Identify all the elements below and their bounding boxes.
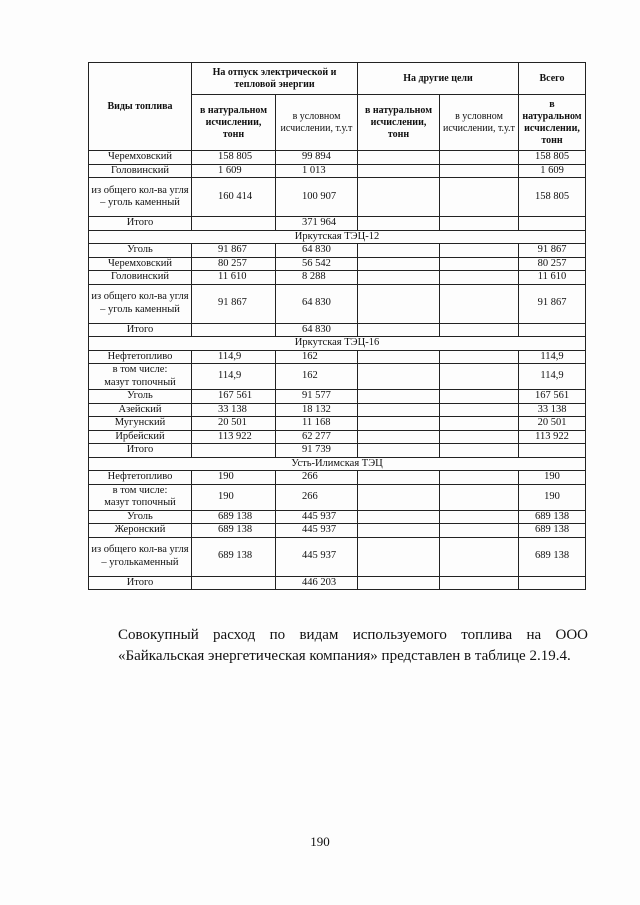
cell-total: 114,9 [519, 350, 586, 364]
summary-paragraph [118, 625, 588, 667]
cell-other-natural [358, 417, 440, 431]
header-natural-2: в натуральном исчислении, тонн [358, 95, 440, 151]
cell-total: 689 138 [519, 524, 586, 538]
cell-total: 114,9 [519, 364, 586, 390]
cell-total: 91 867 [519, 244, 586, 258]
cell-total: 91 867 [519, 284, 586, 323]
cell-other-conv [440, 178, 519, 217]
cell-name: из общего кол-ва угля – уголькаменный [89, 537, 192, 576]
cell-conventional: 445 937 [276, 524, 358, 538]
header-natural-3: в натуральном исчислении, тонн [519, 95, 586, 151]
cell-name: Нефтетопливо [89, 350, 192, 364]
cell-name: Итого [89, 444, 192, 458]
cell-other-natural [358, 390, 440, 404]
cell-name-line1: в том числе: [112, 364, 168, 375]
cell-other-natural [358, 484, 440, 510]
section-row [89, 337, 586, 351]
cell-other-natural [358, 510, 440, 524]
cell-name-line2: мазут топочный [104, 376, 176, 388]
table-row [89, 257, 586, 271]
cell-name: Черемховский [89, 257, 192, 271]
cell-other-natural [358, 323, 440, 337]
cell-conventional: 266 [276, 484, 358, 510]
page-number: 190 [310, 834, 330, 849]
cell-total: 190 [519, 471, 586, 485]
cell-total: 20 501 [519, 417, 586, 431]
cell-other-conv [440, 524, 519, 538]
table-row [89, 471, 586, 485]
cell-name [89, 484, 192, 510]
cell-conventional: 8 288 [276, 271, 358, 285]
cell-conventional: 1 013 [276, 164, 358, 178]
section-row [89, 230, 586, 244]
cell-name: Итого [89, 217, 192, 231]
cell-name-line2: мазут топочный [104, 497, 176, 508]
cell-other-natural [358, 217, 440, 231]
cell-total: 689 138 [519, 510, 586, 524]
table-row-total [89, 323, 586, 337]
cell-other-natural [358, 257, 440, 271]
table-row [89, 484, 586, 510]
cell-other-conv [440, 244, 519, 258]
table-row [89, 151, 586, 165]
cell-name: Жеронский [89, 524, 192, 538]
header-other-purposes: На другие цели [358, 63, 519, 95]
cell-natural: 158 805 [192, 151, 276, 165]
cell-conventional: 91 739 [276, 444, 358, 458]
cell-natural: 113 922 [192, 430, 276, 444]
cell-name-line1: в том числе: [112, 484, 168, 496]
cell-natural: 91 867 [192, 244, 276, 258]
cell-natural [192, 576, 276, 590]
cell-other-conv [440, 271, 519, 285]
cell-conventional: 11 168 [276, 417, 358, 431]
cell-name: Головинский [89, 164, 192, 178]
cell-other-conv [440, 323, 519, 337]
cell-other-conv [440, 364, 519, 390]
cell-other-natural [358, 576, 440, 590]
cell-conventional: 445 937 [276, 537, 358, 576]
cell-total: 113 922 [519, 430, 586, 444]
cell-other-natural [358, 178, 440, 217]
cell-natural: 689 138 [192, 510, 276, 524]
cell-other-natural [358, 271, 440, 285]
table-row [89, 178, 586, 217]
table-row-total [89, 576, 586, 590]
cell-natural: 20 501 [192, 417, 276, 431]
cell-conventional: 162 [276, 364, 358, 390]
cell-other-conv [440, 444, 519, 458]
cell-name: Ирбейский [89, 430, 192, 444]
cell-natural: 11 610 [192, 271, 276, 285]
cell-other-natural [358, 537, 440, 576]
cell-other-conv [440, 417, 519, 431]
cell-other-conv [440, 217, 519, 231]
cell-natural: 190 [192, 484, 276, 510]
cell-conventional: 162 [276, 350, 358, 364]
header-fuel-type: Виды топлива [89, 63, 192, 151]
table-row [89, 390, 586, 404]
cell-conventional: 64 830 [276, 323, 358, 337]
cell-natural: 114,9 [192, 364, 276, 390]
cell-other-conv [440, 390, 519, 404]
cell-other-natural [358, 364, 440, 390]
cell-other-natural [358, 430, 440, 444]
cell-total: 33 138 [519, 403, 586, 417]
table-row [89, 524, 586, 538]
table-row [89, 350, 586, 364]
cell-name: Мугунский [89, 417, 192, 431]
cell-total: 190 [519, 484, 586, 510]
section-title: Иркутская ТЭЦ-12 [89, 230, 586, 244]
cell-other-conv [440, 537, 519, 576]
section-title: Иркутская ТЭЦ-16 [89, 337, 586, 351]
table-row [89, 284, 586, 323]
cell-other-natural [358, 524, 440, 538]
cell-total: 80 257 [519, 257, 586, 271]
cell-other-conv [440, 350, 519, 364]
cell-natural [192, 217, 276, 231]
cell-total [519, 217, 586, 231]
cell-other-conv [440, 510, 519, 524]
section-title: Усть-Илимская ТЭЦ [89, 457, 586, 471]
header-total: Всего [519, 63, 586, 95]
cell-natural: 689 138 [192, 524, 276, 538]
cell-other-natural [358, 244, 440, 258]
cell-other-natural [358, 444, 440, 458]
cell-name: из общего кол-ва угля – уголь каменный [89, 284, 192, 323]
cell-conventional: 371 964 [276, 217, 358, 231]
cell-other-conv [440, 164, 519, 178]
cell-natural [192, 444, 276, 458]
cell-natural: 33 138 [192, 403, 276, 417]
header-conv-1: в условном исчислении, т.у.т [276, 95, 358, 151]
cell-total: 167 561 [519, 390, 586, 404]
table-row-total [89, 444, 586, 458]
cell-total [519, 444, 586, 458]
cell-name: Итого [89, 323, 192, 337]
cell-other-natural [358, 151, 440, 165]
cell-name: Головинский [89, 271, 192, 285]
table-row [89, 403, 586, 417]
fuel-consumption-table [88, 62, 586, 590]
section-row [89, 457, 586, 471]
cell-name: Уголь [89, 390, 192, 404]
cell-other-conv [440, 403, 519, 417]
table-row [89, 417, 586, 431]
cell-natural: 689 138 [192, 537, 276, 576]
cell-other-conv [440, 284, 519, 323]
cell-name: Нефтетопливо [89, 471, 192, 485]
cell-name [89, 364, 192, 390]
cell-other-conv [440, 471, 519, 485]
cell-conventional: 100 907 [276, 178, 358, 217]
paragraph-line-1: Совокупный расход по видам используемого топлива на ООО [118, 627, 588, 643]
cell-conventional: 64 830 [276, 284, 358, 323]
cell-other-conv [440, 576, 519, 590]
cell-total: 11 610 [519, 271, 586, 285]
header-natural-1: в натуральном исчислении, тонн [192, 95, 276, 151]
cell-natural: 190 [192, 471, 276, 485]
cell-natural: 114,9 [192, 350, 276, 364]
header-conv-2: в условном исчислении, т.у.т [440, 95, 519, 151]
cell-natural: 167 561 [192, 390, 276, 404]
table-row [89, 364, 586, 390]
cell-total: 158 805 [519, 178, 586, 217]
cell-other-conv [440, 151, 519, 165]
cell-natural [192, 323, 276, 337]
cell-other-natural [358, 164, 440, 178]
cell-other-conv [440, 430, 519, 444]
cell-conventional: 445 937 [276, 510, 358, 524]
cell-name: Азейский [89, 403, 192, 417]
cell-total: 689 138 [519, 537, 586, 576]
cell-conventional: 446 203 [276, 576, 358, 590]
cell-name: Уголь [89, 244, 192, 258]
cell-total: 158 805 [519, 151, 586, 165]
cell-other-conv [440, 484, 519, 510]
cell-conventional: 18 132 [276, 403, 358, 417]
paragraph-line-2: «Байкальская энергетическая компания» представлен в таблице 2.19.4. [118, 648, 571, 664]
cell-other-conv [440, 257, 519, 271]
table-row [89, 537, 586, 576]
cell-other-natural [358, 403, 440, 417]
table-row [89, 164, 586, 178]
cell-conventional: 62 277 [276, 430, 358, 444]
cell-natural: 1 609 [192, 164, 276, 178]
cell-conventional: 266 [276, 471, 358, 485]
cell-name: Уголь [89, 510, 192, 524]
cell-natural: 80 257 [192, 257, 276, 271]
table-row [89, 430, 586, 444]
table-row-total [89, 217, 586, 231]
cell-conventional: 99 894 [276, 151, 358, 165]
header-energy-release: На отпуск электрической и тепловой энергии [192, 63, 358, 95]
table-row [89, 271, 586, 285]
cell-total [519, 323, 586, 337]
table-row [89, 510, 586, 524]
table-row [89, 244, 586, 258]
cell-other-natural [358, 471, 440, 485]
cell-conventional: 91 577 [276, 390, 358, 404]
cell-natural: 160 414 [192, 178, 276, 217]
cell-name: Итого [89, 576, 192, 590]
cell-conventional: 56 542 [276, 257, 358, 271]
cell-other-natural [358, 284, 440, 323]
cell-name: Черемховский [89, 151, 192, 165]
cell-other-natural [358, 350, 440, 364]
cell-total: 1 609 [519, 164, 586, 178]
cell-conventional: 64 830 [276, 244, 358, 258]
cell-name: из общего кол-ва угля – уголь каменный [89, 178, 192, 217]
cell-total [519, 576, 586, 590]
cell-natural: 91 867 [192, 284, 276, 323]
